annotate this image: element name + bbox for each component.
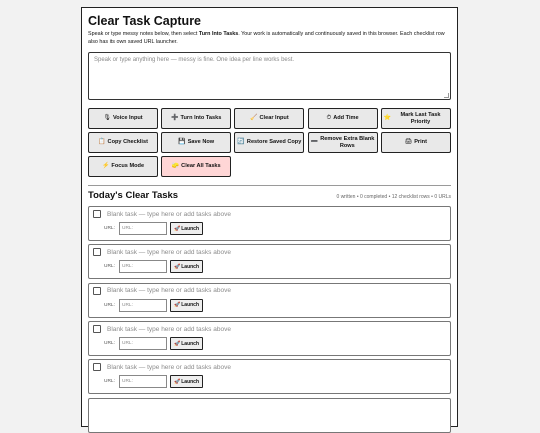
task-checkbox[interactable] [93, 363, 101, 371]
url-label: URL: [104, 379, 115, 385]
launch-button[interactable] [170, 222, 203, 235]
focus-mode-button[interactable] [88, 156, 158, 177]
launch-label: Launch [181, 302, 200, 309]
url-label: URL: [104, 226, 115, 232]
rocket-icon: 🚀 [174, 225, 181, 232]
task-checkbox[interactable] [93, 210, 101, 218]
task-row [88, 244, 451, 279]
restore-icon: 🔄 [237, 139, 245, 146]
launch-label: Launch [181, 263, 200, 270]
task-text-field[interactable]: Blank task — type here or add tasks above [107, 248, 231, 256]
copy-checklist-button[interactable] [88, 132, 158, 153]
button-label: Clear All Tasks [181, 163, 221, 170]
task-row [88, 321, 451, 356]
microphone-icon: 🎙 [103, 115, 111, 122]
tasks-title: Today's Clear Tasks [88, 190, 179, 202]
page-title: Clear Task Capture [88, 14, 202, 28]
task-checkbox[interactable] [93, 287, 101, 295]
url-label: URL: [104, 341, 115, 347]
turn-into-tasks-button[interactable] [161, 108, 231, 129]
save-now-button[interactable] [161, 132, 231, 153]
launch-button[interactable] [170, 375, 203, 388]
print-button[interactable] [381, 132, 451, 153]
button-label: Copy Checklist [107, 139, 148, 146]
task-text-field[interactable]: Blank task — type here or add tasks above [107, 325, 231, 333]
url-input[interactable]: URL: [119, 222, 167, 235]
task-checkbox[interactable] [93, 248, 101, 256]
task-text-field[interactable]: Blank task — type here or add tasks above [107, 210, 231, 218]
button-label: Add Time [333, 115, 359, 122]
button-label: Turn Into Tasks [180, 115, 222, 122]
launch-button[interactable] [170, 260, 203, 273]
button-label: Remove Extra Blank Rows [320, 136, 375, 149]
intro-part-1: Speak or type messy notes below, then select [88, 31, 199, 37]
task-list [88, 206, 451, 432]
clear-all-tasks-button[interactable] [161, 156, 231, 177]
clipboard-icon: 📋 [98, 139, 106, 146]
rocket-icon: 🚀 [174, 340, 181, 347]
notes-placeholder: Speak or type anything here — messy is fine. One idea per line works best. [94, 57, 295, 64]
button-label: Focus Mode [111, 163, 145, 170]
task-row [88, 398, 451, 433]
rocket-icon: 🚀 [174, 302, 181, 309]
task-checkbox[interactable] [93, 325, 101, 333]
url-input[interactable]: URL: [119, 337, 167, 350]
button-label: Restore Saved Copy [246, 139, 302, 146]
remove-blank-rows-button[interactable] [308, 132, 378, 153]
url-input[interactable]: URL: [119, 375, 167, 388]
toolbar [88, 108, 451, 177]
notes-textarea[interactable] [88, 52, 451, 100]
stopwatch-icon: ⏱ [326, 115, 332, 122]
sponge-icon: 🧽 [171, 163, 180, 170]
app-card [81, 7, 458, 427]
task-row [88, 359, 451, 394]
rocket-icon: 🚀 [174, 378, 181, 385]
task-text-field[interactable]: Blank task — type here or add tasks above [107, 287, 231, 295]
resize-grip-icon[interactable] [444, 93, 449, 98]
intro-part-2: . Your work is automatically and continuously saved in this browser. Each checklist row also has its own saved URL launcher. [88, 31, 445, 45]
launch-label: Launch [181, 340, 200, 347]
button-label: Save Now [187, 139, 215, 146]
voice-input-button[interactable] [88, 108, 158, 129]
broom-icon: 🧹 [250, 115, 258, 122]
url-label: URL: [104, 302, 115, 308]
restore-copy-button[interactable] [234, 132, 304, 153]
rocket-icon: 🚀 [174, 263, 181, 270]
intro-bold: Turn Into Tasks [198, 31, 239, 37]
tasks-stats: 0 written • 0 completed • 12 checklist rows • 0 URLs [336, 194, 451, 201]
button-label: Print [414, 139, 427, 146]
task-text-field[interactable]: Blank task — type here or add tasks above [107, 363, 231, 371]
task-row [88, 283, 451, 318]
intro-text [88, 31, 451, 46]
star-icon: ⭐ [383, 115, 392, 122]
button-label: Clear Input [259, 115, 289, 122]
task-row [88, 206, 451, 241]
mark-priority-button[interactable] [381, 108, 451, 129]
launch-button[interactable] [170, 337, 203, 350]
plus-icon: ➕ [171, 115, 179, 122]
button-label: Voice Input [112, 115, 143, 122]
minus-icon: ➖ [310, 139, 319, 146]
url-input[interactable]: URL: [119, 299, 167, 312]
clear-input-button[interactable] [234, 108, 304, 129]
divider [88, 185, 451, 186]
floppy-disk-icon: 💾 [178, 139, 186, 146]
button-label: Mark Last Task Priority [400, 112, 441, 125]
add-time-button[interactable] [308, 108, 378, 129]
tasks-header [88, 190, 451, 201]
printer-icon: 🖨 [404, 139, 413, 146]
launch-button[interactable] [170, 299, 203, 312]
lightning-icon: ⚡ [101, 163, 110, 170]
url-label: URL: [104, 264, 115, 270]
url-input[interactable]: URL: [119, 260, 167, 273]
launch-label: Launch [181, 378, 200, 385]
launch-label: Launch [181, 225, 200, 232]
